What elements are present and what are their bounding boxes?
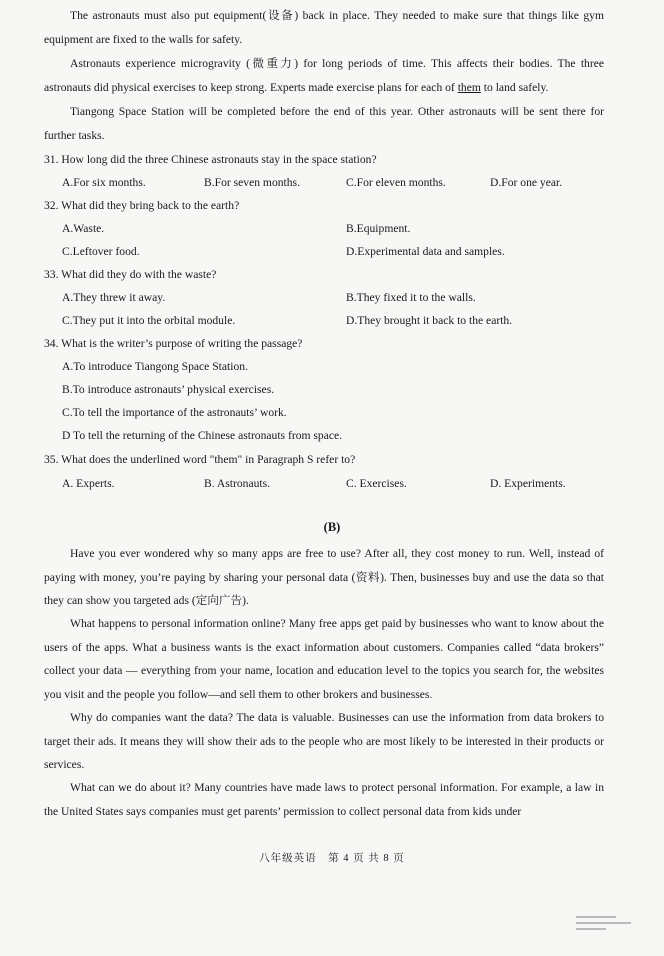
passage-b-paragraph-2: What happens to personal information online? Many free apps get paid by businesses who want to know about the users of the apps. What a business wants is the exact information about customers. Companies called “data brokers” collect your data — everything from your name, location and education level to the topics you search for, the websites you visit and the people you follow—and sell them to other brokers and businesses. [44, 617, 604, 701]
q31-option-b[interactable]: B.For seven months. [204, 176, 300, 189]
q33-option-d[interactable]: D.They brought it back to the earth. [346, 314, 513, 327]
scan-watermark [576, 912, 636, 942]
q31-option-c[interactable]: C.For eleven months. [346, 176, 446, 189]
question-34-stem: 34. What is the writer’s purpose of writing the passage? [44, 337, 303, 350]
passage-b-paragraph-1: Have you ever wondered why so many apps are free to use? After all, they cost money to run. Well, instead of paying with money, you’re paying by sharing your personal data (资料). Then, businesses buy and use the data so that they can show you targeted ads (定向广告). [44, 547, 604, 607]
q33-option-c[interactable]: C.They put it into the orbital module. [62, 314, 236, 327]
q34-option-a[interactable]: A.To introduce Tiangong Space Station. [62, 360, 248, 373]
q35-option-a[interactable]: A. Experts. [62, 477, 115, 490]
q32-option-b[interactable]: B.Equipment. [346, 222, 411, 235]
passage-b-paragraph-4: What can we do about it? Many countries have made laws to protect personal information. For example, a law in the United States says companies must get parents’ permission to collect personal data from kids under [44, 781, 604, 818]
q34-option-d[interactable]: D To tell the returning of the Chinese astronauts from space. [62, 429, 343, 442]
question-33-stem: 33. What did they do with the waste? [44, 268, 217, 281]
q34-option-b[interactable]: B.To introduce astronauts’ physical exercises. [62, 383, 275, 396]
q31-option-a[interactable]: A.For six months. [62, 176, 146, 189]
passage-b-title: (B) [323, 520, 341, 534]
q35-option-d[interactable]: D. Experiments. [490, 477, 566, 490]
passage-a-paragraph-3: Tiangong Space Station will be completed before the end of this year. Other astronauts will be sent there for further tasks. [44, 105, 604, 142]
question-35-stem: 35. What does the underlined word "them" in Paragraph S refer to? [44, 453, 356, 466]
paragraph-2-text-end: to land safely. [480, 80, 549, 94]
passage-b-paragraph-3: Why do companies want the data? The data is valuable. Businesses can use the information from data brokers to target their ads. It means they will show their ads to the people who are most likely to be interested in their products or services. [44, 711, 604, 771]
passage-a-paragraph-1: The astronauts must also put equipment(设备) back in place. They needed to make sure that things like gym equipment are fixed to the walls for safety. [44, 9, 604, 46]
q32-option-d[interactable]: D.Experimental data and samples. [346, 245, 505, 258]
passage-a-paragraph-2 [44, 52, 604, 99]
q31-option-d[interactable]: D.For one year. [490, 176, 563, 189]
paragraph-2-text-start: Astronauts experience microgravity (微重力) for long periods of time. This affects their bodies. The three astronauts did physical exercises to keep strong. Experts made exercise plans for each of [44, 57, 604, 94]
page-footer: 八年级英语 第 4 页 共 8 页 [259, 853, 405, 864]
underlined-word-them: them [457, 80, 481, 94]
q32-option-c[interactable]: C.Leftover food. [62, 245, 140, 258]
q34-option-c[interactable]: C.To tell the importance of the astronauts’ work. [62, 406, 287, 419]
question-32-stem: 32. What did they bring back to the earth? [44, 199, 240, 212]
q32-option-a[interactable]: A.Waste. [62, 222, 105, 235]
q35-option-c[interactable]: C. Exercises. [346, 477, 407, 490]
q33-option-b[interactable]: B.They fixed it to the walls. [346, 291, 476, 304]
q35-option-b[interactable]: B. Astronauts. [204, 477, 271, 490]
q33-option-a[interactable]: A.They threw it away. [62, 291, 166, 304]
question-31-stem: 31. How long did the three Chinese astronauts stay in the space station? [44, 153, 377, 166]
